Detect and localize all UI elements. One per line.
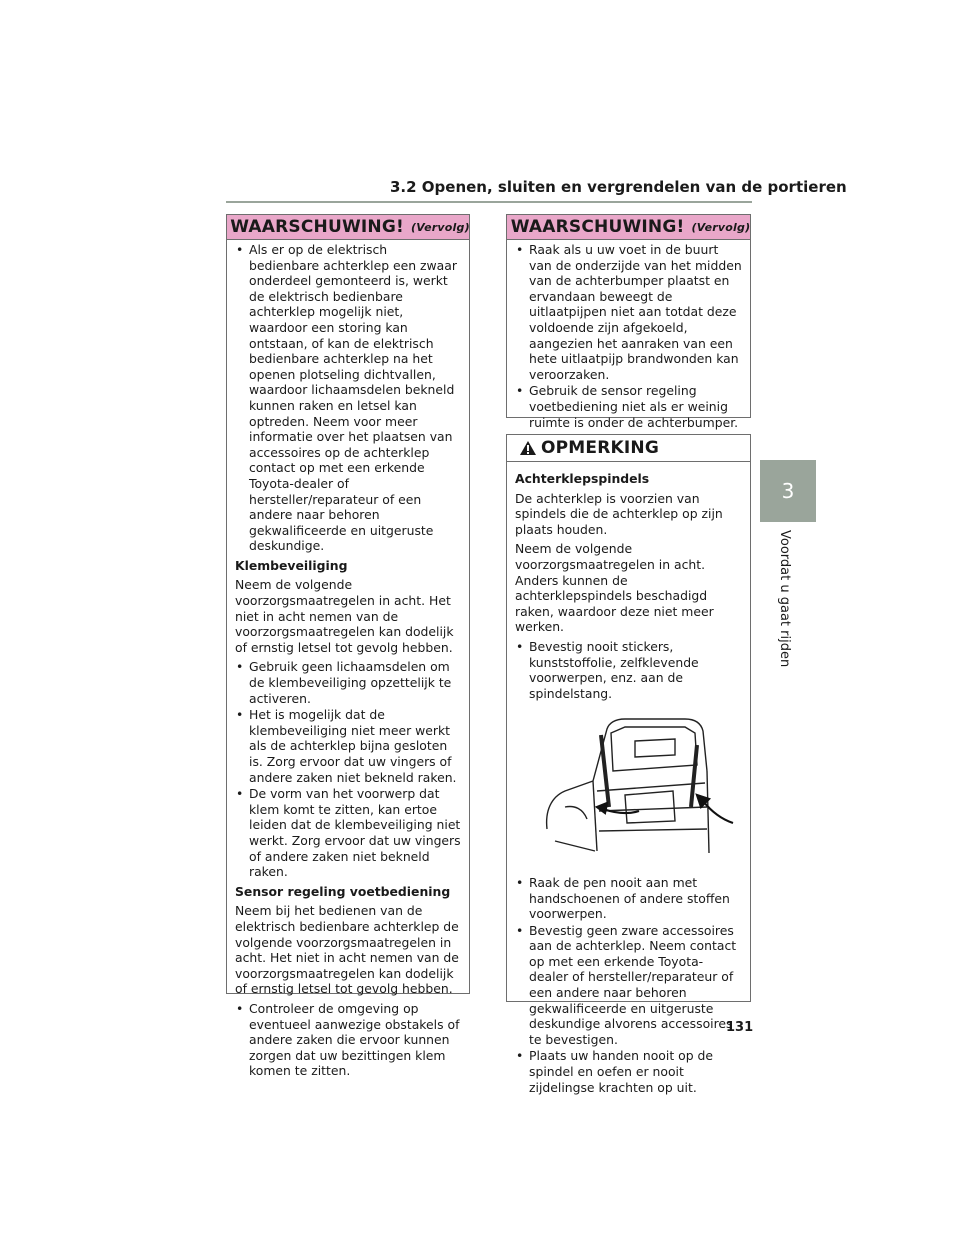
right-warning-body — [507, 240, 750, 430]
list-item: • Bevestig nooit stickers, kunststoffolie, zelfklevende voorwerpen, enz. aan de spindelstang. — [515, 639, 742, 701]
list-item: • De vorm van het voorwerp dat klem komt te zitten, kan ertoe leiden dat de klembeveiliging niet werkt. Zorg ervoor dat uw vingers of andere zaken niet bekneld raken. — [235, 786, 461, 880]
chapter-tab — [760, 460, 816, 522]
page-number: 131 — [726, 1020, 754, 1035]
right-warning-title: WAARSCHUWING! — [510, 217, 685, 237]
left-warning-title: WAARSCHUWING! — [230, 217, 404, 237]
notice-body — [507, 462, 750, 1095]
section-text: Neem de volgende voorzorgsmaatregelen in acht. Het niet in acht nemen van de voorzorgsmaatregelen kan dodelijk of ernstig letsel tot gevolg hebben. — [235, 577, 454, 655]
caution-triangle-icon — [519, 440, 537, 456]
left-warning-continued: (Vervolg) — [410, 220, 470, 234]
section-text: Neem bij het bedienen van de elektrisch bedienbare achterklep de volgende voorzorgsmaatregelen in acht. Het niet in acht nemen van de voorzorgsmaatregelen kan dodelijk of ernstig letsel tot gevolg hebben. — [235, 903, 459, 997]
section-heading-sensor: Sensor regeling voetbediening — [235, 883, 451, 899]
left-warning-header — [227, 215, 469, 240]
list-item: • Het is mogelijk dat de klembeveiliging niet meer werkt als de achterklep bijna gesloten is. Zorg ervoor dat uw vingers of andere zaken niet bekneld raken. — [235, 707, 461, 785]
right-warning-header — [507, 215, 750, 240]
list-item: • Gebruik de sensor regeling voetbediening niet als er weinig ruimte is onder de achterbumper. — [515, 383, 742, 430]
chapter-number: 3 — [781, 479, 795, 503]
notice-header — [507, 435, 750, 462]
list-item: • Plaats uw handen nooit op de spindel en oefen er nooit zijdelingse krachten op uit. — [515, 1048, 742, 1095]
list-item: • Gebruik geen lichaamsdelen om de klembeveiliging opzettelijk te activeren. — [235, 659, 461, 706]
notice-heading: Achterklepspindels — [515, 471, 650, 486]
list-item: • Raak als u uw voet in de buurt van de onderzijde van het midden van de achterbumper plaatst en ervandaan beweegt de uitlaatpijpen niet aan totdat deze voldoende zijn afgekoeld, aangezien het aanraken van een hete uitlaatpijp brandwonden kan veroorzaken. — [515, 242, 742, 382]
notice-text-2: Neem de volgende voorzorgsmaatregelen in acht. Anders kunnen de achterklepspindels beschadigd raken, waardoor deze niet meer werken. — [515, 541, 714, 635]
list-item: • Bevestig geen zware accessoires aan de achterklep. Neem contact op met een erkende Toyota-dealer of hersteller/reparateur of een andere naar behoren gekwalificeerde en uitgeruste deskundige alvorens accessoires te bevestigen. — [515, 923, 742, 1048]
notice-title: OPMERKING — [541, 438, 660, 458]
chapter-label: Voordat u gaat rijden — [777, 530, 792, 668]
list-item: • Controleer de omgeving op eventueel aanwezige obstakels of andere zaken die ervoor kunnen zorgen dat uw bezittingen klem komen te zitten. — [235, 1001, 461, 1079]
list-item: • Raak de pen nooit aan met handschoenen of andere stoffen voorwerpen. — [515, 875, 742, 922]
tailgate-spindle-illustration — [535, 711, 735, 861]
left-warning-box — [226, 214, 470, 1079]
right-warning-continued: (Vervolg) — [691, 220, 751, 234]
notice-text-1: De achterklep is voorzien van spindels die de achterklep op zijn plaats houden. — [515, 490, 723, 537]
left-warning-body — [227, 240, 469, 1079]
right-warning-box — [506, 214, 751, 430]
list-item: • Als er op de elektrisch bedienbare achterklep een zwaar onderdeel gemonteerd is, werkt de elektrisch bedienbare achterklep mogelijk niet, waardoor een storing kan ontstaan, of kan de elektrisch bedienbare achterklep na het openen plotseling dichtvallen, waardoor lichaamsdelen bekneld kunnen raken en letsel kan optreden. Neem voor meer informatie over het plaatsen van accessoires op de achterklep contact op met een erkende Toyota-dealer of hersteller/reparateur of een andere naar behoren gekwalificeerde en uitgeruste deskundige. — [235, 242, 461, 554]
section-heading-klembeveiliging: Klembeveiliging — [235, 557, 348, 573]
header-rule — [226, 201, 752, 203]
page-header-title: 3.2 Openen, sluiten en vergrendelen van de portieren — [390, 178, 847, 196]
